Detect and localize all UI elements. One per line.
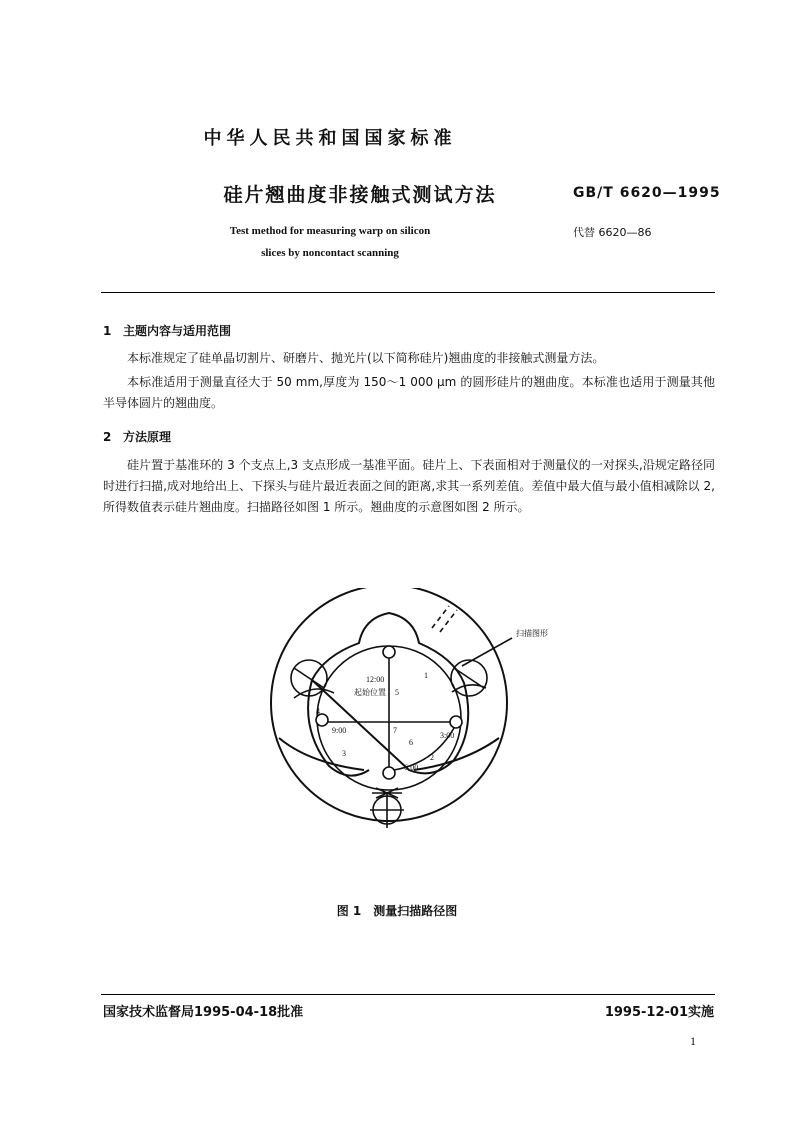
section-title: 方法原理 xyxy=(123,430,172,444)
section-2-paragraph-1: 硅片置于基准环的 3 个支点上,3 支点形成一基准平面。硅片上、下表面相对于测量仪的一对探头,沿规定路径同时进行扫描,成对地给出上、下探头与硅片最近表面之间的距离,求其一系列差值。差值中最大值与最小值相减除以 2,所得数值表示硅片翘曲度。扫描路径如图 1 所示。翘曲度的示意图如图 2 所示。 xyxy=(103,458,715,514)
national-standard-heading: 中华人民共和国国家标准 xyxy=(203,128,457,149)
section-title: 主题内容与适用范围 xyxy=(123,324,232,338)
section-number: 1 xyxy=(103,324,112,338)
support-point-3 xyxy=(450,716,462,728)
label-12-00: 12:00 xyxy=(366,675,385,684)
label-2: 2 xyxy=(430,753,434,762)
label-1: 1 xyxy=(424,671,428,680)
footer-divider xyxy=(101,994,715,995)
scan-pattern-leader xyxy=(462,638,512,666)
section-1-paragraph-1: 本标准规定了硅单晶切割片、研磨片、抛光片(以下简称硅片)翘曲度的非接触式测量方法。 xyxy=(127,351,605,365)
label-6: 6 xyxy=(409,738,413,747)
replaces-note: 代替 6620—86 xyxy=(573,226,652,239)
section-number: 2 xyxy=(103,430,112,444)
support-point-6 xyxy=(383,767,395,779)
figure-caption: 图 1 测量扫描路径图 xyxy=(336,904,458,918)
standard-title-cn: 硅片翘曲度非接触式测试方法 xyxy=(223,184,497,206)
page-number: 1 xyxy=(690,1034,696,1048)
label-scan-pattern: 扫描图形 xyxy=(516,629,548,638)
implementation-note: 1995-12-01实施 xyxy=(604,1005,714,1020)
label-3-00: 3:00 xyxy=(440,731,455,740)
label-start-position: 起始位置 xyxy=(354,688,386,697)
support-point-12 xyxy=(383,646,395,658)
label-3: 3 xyxy=(342,749,346,758)
label-5: 5 xyxy=(395,688,399,697)
label-9-00: 9:00 xyxy=(332,726,347,735)
title-en-line-1: Test method for measuring warp on silicon xyxy=(229,225,431,237)
scan-path-diagram xyxy=(254,588,584,838)
label-4: 4 xyxy=(316,707,320,716)
standard-title-en xyxy=(180,220,480,264)
section-2-heading xyxy=(103,428,171,445)
section-1-heading xyxy=(103,322,231,339)
section-1-paragraph-2: 本标准适用于测量直径大于 50 mm,厚度为 150～1 000 μm 的圆形硅片的翘曲度。本标准也适用于测量其他半导体圆片的翘曲度。 xyxy=(103,375,715,410)
title-en-line-2: slices by noncontact scanning xyxy=(261,247,399,259)
standard-number: GB/T 6620—1995 xyxy=(573,185,721,201)
wafer-carrier xyxy=(308,613,468,776)
header-divider xyxy=(101,292,715,293)
label-7: 7 xyxy=(393,726,397,735)
approval-note: 国家技术监督局1995-04-18批准 xyxy=(103,1005,304,1020)
label-6-00: 6:00 xyxy=(404,763,419,772)
